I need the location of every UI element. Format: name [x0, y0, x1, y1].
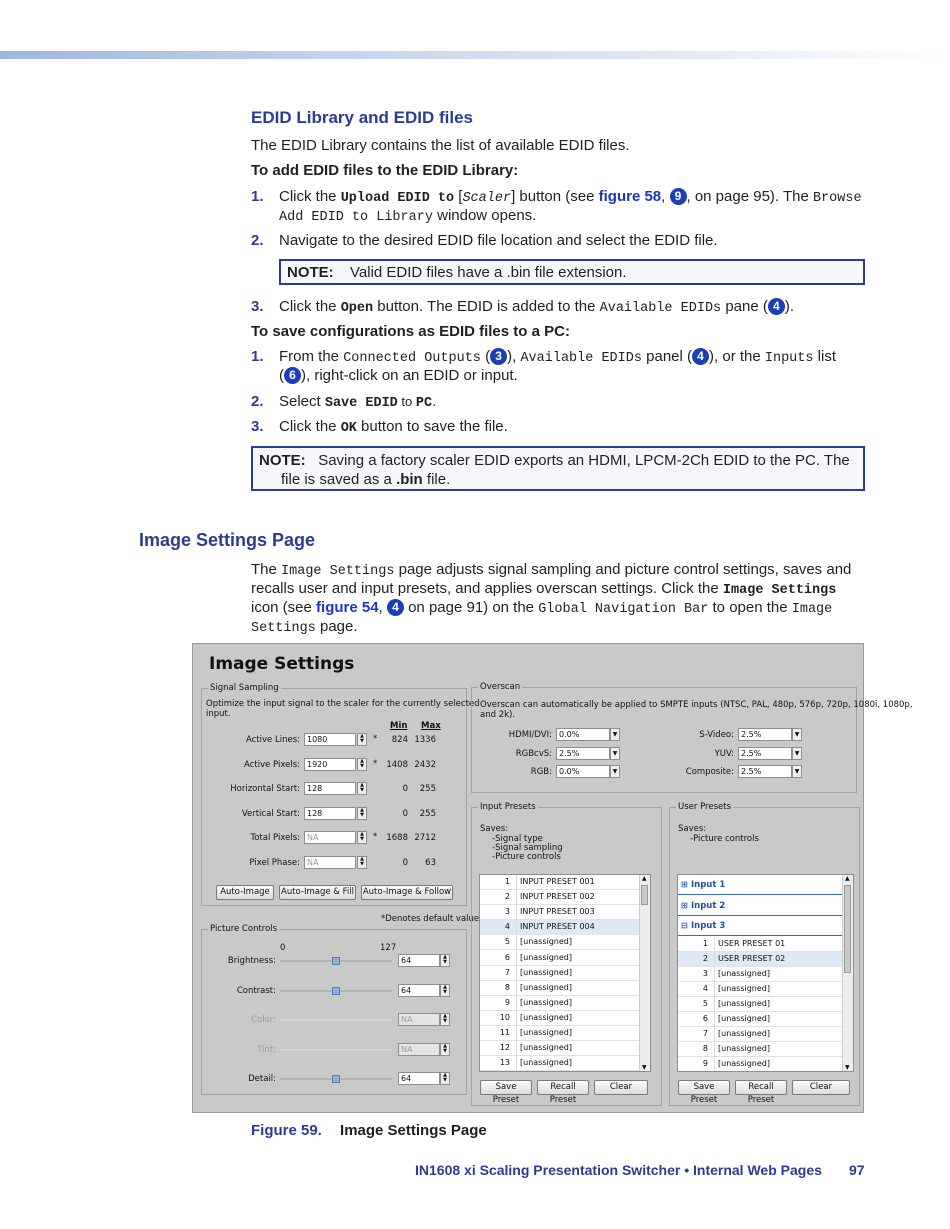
- chevron-down-icon[interactable]: ▼: [792, 747, 802, 760]
- pixel-phase-min: 0: [402, 857, 408, 868]
- input-preset-row[interactable]: 8 [unassigned]: [480, 981, 641, 996]
- note-bin-extension: NOTE: Valid EDID files have a .bin file extension.: [279, 259, 865, 285]
- user-presets-legend: User Presets: [678, 802, 732, 812]
- save-edid-heading: To save configurations as EDID files to a PC:: [251, 323, 570, 340]
- active-lines-max: 1336: [414, 735, 436, 745]
- input-preset-row[interactable]: 2 INPUT PRESET 002: [480, 890, 641, 905]
- callout-4: 4: [387, 599, 404, 616]
- overscan-composite-select[interactable]: 2.5%: [738, 765, 792, 778]
- input-presets-list[interactable]: [479, 874, 651, 1072]
- total-pixels-min: 1688: [386, 833, 408, 843]
- brightness-stepper[interactable]: ▲ ▼: [440, 954, 450, 967]
- pixel-phase-max: 63: [425, 857, 436, 868]
- overscan-composite-label: Composite:: [685, 767, 734, 777]
- figure-54-link[interactable]: figure 54: [316, 599, 379, 616]
- user-presets-panel: User Presets Saves: -Picture controls ⊞ Input 1 ⊞ Input 2 ⊟ Input 3 1 USER PRESET 01 2 USER PRESET 02 3 [unassigned] 4 [unassigned] 5 [unassigned] 6 [unassigned] 7 [unassigned] 8 [unassigned] 9 [unassigned] ▲ ▼ Save Preset Recall Preset Clear: [669, 807, 860, 1106]
- vertical-start-max: 255: [419, 808, 436, 819]
- tint-stepper: ▲ ▼: [440, 1043, 450, 1056]
- overscan-rgbcvs-select[interactable]: 2.5%: [556, 747, 610, 760]
- image-settings-screenshot: [192, 643, 913, 1113]
- input-preset-row[interactable]: 11 [unassigned]: [480, 1026, 641, 1041]
- pixel-phase-label: Pixel Phase:: [249, 857, 300, 868]
- contrast-label: Contrast:: [236, 985, 276, 996]
- total-pixels-max: 2712: [414, 833, 436, 843]
- detail-input[interactable]: 64: [398, 1072, 440, 1085]
- intro-paragraph: The EDID Library contains the list of available EDID files.: [251, 137, 630, 154]
- expand-icon[interactable]: ⊞: [681, 900, 688, 910]
- input-preset-row[interactable]: 4 INPUT PRESET 004: [480, 920, 641, 935]
- contrast-input[interactable]: 64: [398, 984, 440, 997]
- brightness-slider-thumb[interactable]: [332, 957, 340, 965]
- horizontal-start-stepper[interactable]: ▲ ▼: [357, 782, 367, 795]
- auto-image-button[interactable]: Auto-Image: [216, 885, 274, 900]
- input-preset-row[interactable]: 1 INPUT PRESET 001: [480, 875, 641, 890]
- overscan-rgb-select[interactable]: 0.0%: [556, 765, 610, 778]
- callout-4: 4: [768, 298, 785, 315]
- overscan-yuv-select[interactable]: 2.5%: [738, 747, 792, 760]
- min-header: Min: [390, 721, 408, 731]
- contrast-stepper[interactable]: ▲ ▼: [440, 984, 450, 997]
- overscan-rgbcvs-label: RGBcvS:: [515, 748, 552, 759]
- input-save-preset-button[interactable]: Save Preset: [480, 1080, 532, 1095]
- total-pixels-stepper[interactable]: ▲ ▼: [357, 831, 367, 844]
- pixel-phase-input[interactable]: NA: [304, 856, 356, 869]
- horizontal-start-max: 255: [419, 784, 436, 794]
- chevron-down-icon[interactable]: ▼: [610, 765, 620, 778]
- input-preset-row[interactable]: 12 [unassigned]: [480, 1041, 641, 1056]
- overscan-hdmi-dvi-label: HDMI/DVI:: [508, 730, 552, 740]
- vertical-start-min: 0: [402, 808, 408, 819]
- input-preset-row[interactable]: 7 [unassigned]: [480, 966, 641, 981]
- overscan-panel: Overscan Overscan can automatically be applied to SMPTE inputs (NTSC, PAL, 480p, 576p, 720p, 1080i, 1080p, and 2k). HDMI/DVI: 0.0% ▼ RGBcvS: 2.5% ▼ RGB: 0.0% ▼ S-Video: 2.5% ▼ YUV: 2.5% ▼ Composite: 2.5% ▼: [471, 687, 857, 793]
- header-gradient-bar: [0, 51, 950, 59]
- input-preset-row[interactable]: 9 [unassigned]: [480, 996, 641, 1011]
- user-presets-list[interactable]: [677, 874, 854, 1072]
- overscan-legend: Overscan: [480, 682, 521, 692]
- chevron-down-icon[interactable]: ▼: [610, 728, 620, 741]
- chevron-down-icon[interactable]: ▼: [610, 747, 620, 760]
- user-preset-row[interactable]: 6 [unassigned]: [678, 1012, 844, 1027]
- active-lines-label: Active Lines:: [245, 735, 300, 745]
- section-heading-image-settings: Image Settings Page: [139, 530, 316, 550]
- input-preset-row[interactable]: 3 INPUT PRESET 003: [480, 905, 641, 920]
- input-preset-row[interactable]: 5 [unassigned]: [480, 935, 641, 950]
- callout-3: 3: [490, 348, 507, 365]
- input-presets-panel: Input Presets Saves: -Signal type -Signal sampling -Picture controls 1 INPUT PRESET 001 2 INPUT PRESET 002 3 INPUT PRESET 003 4 INPUT PRESET 004 5 [unassigned] 6 [unassigned] 7 [unassigned] 8 [unassigned] 9 [unassigned] 10 [unassigned] 11 [unassigned] 12 [unassigned] 13 [unassigned] ▲ ▼ Save Preset Recall Preset Clear: [471, 807, 662, 1106]
- footer-text: IN1608 xi Scaling Presentation Switcher • Internal Web Pages: [415, 1162, 822, 1178]
- user-presets-scrollbar[interactable]: ▲ ▼: [842, 875, 853, 1071]
- user-preset-row[interactable]: 9 [unassigned]: [678, 1057, 844, 1072]
- active-pixels-stepper[interactable]: ▲ ▼: [357, 758, 367, 771]
- overscan-hdmi-dvi-select[interactable]: 0.0%: [556, 728, 610, 741]
- tint-label: Tint:: [257, 1044, 276, 1055]
- expand-icon[interactable]: ⊞: [681, 880, 688, 889]
- user-preset-group-1[interactable]: ⊞ Input 1: [678, 875, 844, 895]
- callout-4: 4: [692, 348, 709, 365]
- detail-slider-thumb[interactable]: [332, 1075, 340, 1083]
- horizontal-start-input[interactable]: 128: [304, 782, 356, 795]
- figure-caption: Figure 59. Image Settings Page: [251, 1122, 487, 1139]
- active-lines-input[interactable]: 1080: [304, 733, 356, 746]
- tint-input: NA: [398, 1043, 440, 1056]
- input-clear-button[interactable]: Clear: [594, 1080, 648, 1095]
- chevron-down-icon[interactable]: ▼: [792, 728, 802, 741]
- color-slider: [280, 1019, 392, 1021]
- active-lines-min: 824: [391, 735, 408, 745]
- user-preset-row[interactable]: 1 USER PRESET 01: [678, 937, 844, 952]
- vertical-start-stepper[interactable]: ▲ ▼: [357, 807, 367, 820]
- horizontal-start-min: 0: [402, 784, 408, 794]
- callout-9: 9: [670, 188, 687, 205]
- auto-image-fill-button[interactable]: Auto-Image & Fill: [279, 885, 356, 900]
- user-recall-preset-button[interactable]: Recall Preset: [735, 1080, 787, 1095]
- vertical-start-input[interactable]: 128: [304, 807, 356, 820]
- input-presets-legend: Input Presets: [480, 802, 536, 812]
- auto-image-follow-button[interactable]: Auto-Image & Follow: [361, 885, 453, 900]
- overscan-s-video-select[interactable]: 2.5%: [738, 728, 792, 741]
- user-preset-row[interactable]: 8 [unassigned]: [678, 1042, 844, 1057]
- user-preset-row[interactable]: 2 USER PRESET 02: [678, 952, 844, 967]
- user-preset-group-2[interactable]: ⊞ Input 2: [678, 896, 844, 916]
- active-pixels-label: Active Pixels:: [244, 759, 300, 770]
- page-number: 97: [849, 1162, 865, 1178]
- callout-6: 6: [284, 367, 301, 384]
- color-stepper: ▲ ▼: [440, 1013, 450, 1026]
- active-lines-stepper[interactable]: ▲ ▼: [357, 733, 367, 746]
- color-label: Color:: [251, 1015, 276, 1025]
- user-preset-row[interactable]: 7 [unassigned]: [678, 1027, 844, 1042]
- overscan-yuv-label: YUV:: [714, 748, 734, 759]
- add-edid-heading: To add EDID files to the EDID Library:: [251, 162, 519, 179]
- overscan-rgb-label: RGB:: [530, 767, 552, 777]
- user-clear-button[interactable]: Clear: [792, 1080, 850, 1095]
- total-pixels-input[interactable]: NA: [304, 831, 356, 844]
- tint-slider: [280, 1049, 392, 1051]
- color-input: NA: [398, 1013, 440, 1026]
- detail-label: Detail:: [248, 1074, 276, 1084]
- brightness-label: Brightness:: [227, 956, 276, 966]
- pixel-phase-stepper[interactable]: ▲ ▼: [357, 856, 367, 869]
- overscan-s-video-label: S-Video:: [699, 730, 734, 740]
- total-pixels-label: Total Pixels:: [250, 833, 300, 843]
- default-value-footnote: *Denotes default value: [381, 914, 480, 924]
- user-preset-row[interactable]: 5 [unassigned]: [678, 997, 844, 1012]
- horizontal-start-label: Horizontal Start:: [230, 784, 300, 794]
- brightness-input[interactable]: 64: [398, 954, 440, 967]
- signal-sampling-panel: Signal Sampling Optimize the input signal to the scaler for the currently selected input. Min Max Active Lines: 1080 ▲ ▼ * 824 1336 Active Pixels: 1920 ▲ ▼ * 1408 2432 Horizontal Start: 128 ▲ ▼ 0 255 Vertical Start: 128 ▲ ▼ 0 255 Total Pixels: NA ▲ ▼ * 1688 2712 Pixel Phase: NA ▲ ▼ 0 63 Auto-Image Auto-Image & Fill Auto-Image & Follow: [201, 688, 467, 906]
- picture-controls-panel: Picture Controls 0 127 Brightness: 64 ▲ ▼ Contrast: 64 ▲ ▼ Color: NA ▲ ▼ Tint: NA ▲ ▼ Detail: 64 ▲ ▼: [201, 929, 467, 1095]
- vertical-start-label: Vertical Start:: [241, 808, 300, 819]
- note-factory-edid: NOTE: Saving a factory scaler EDID exports an HDMI, LPCM-2Ch EDID to the PC. The file is saved as a .bin file.: [251, 446, 865, 491]
- signal-sampling-legend: Signal Sampling: [210, 683, 279, 693]
- contrast-slider-thumb[interactable]: [332, 987, 340, 995]
- picture-controls-legend: Picture Controls: [210, 924, 278, 934]
- section-heading-edid-library: EDID Library and EDID files: [251, 108, 473, 127]
- user-preset-row[interactable]: 3 [unassigned]: [678, 967, 844, 982]
- user-preset-row[interactable]: 4 [unassigned]: [678, 982, 844, 997]
- detail-stepper[interactable]: ▲ ▼: [440, 1072, 450, 1085]
- max-header: Max: [421, 721, 441, 731]
- input-presets-scrollbar[interactable]: ▲ ▼: [639, 875, 650, 1071]
- screenshot-title: Image Settings: [209, 654, 355, 674]
- user-save-preset-button[interactable]: Save Preset: [678, 1080, 730, 1095]
- image-settings-paragraph: The Image Settings page adjusts signal sampling and picture control settings, saves and recalls user and input presets, and applies overscan settings. Click the Image Settings icon (see figure 54, 4 on page 91) on the Global Navigation Bar to open the Image Settings page.: [251, 561, 852, 636]
- user-preset-group-3[interactable]: ⊟ Input 3: [678, 916, 844, 936]
- collapse-icon[interactable]: ⊟: [681, 921, 688, 930]
- active-pixels-input[interactable]: 1920: [304, 758, 356, 771]
- input-preset-row[interactable]: 6 [unassigned]: [480, 951, 641, 966]
- input-preset-row[interactable]: 10 [unassigned]: [480, 1011, 641, 1026]
- chevron-down-icon[interactable]: ▼: [792, 765, 802, 778]
- input-preset-row[interactable]: 13 [unassigned]: [480, 1056, 641, 1071]
- active-pixels-min: 1408: [386, 759, 408, 770]
- input-recall-preset-button[interactable]: Recall Preset: [537, 1080, 589, 1095]
- active-pixels-max: 2432: [414, 759, 436, 770]
- figure-58-link[interactable]: figure 58: [598, 188, 662, 205]
